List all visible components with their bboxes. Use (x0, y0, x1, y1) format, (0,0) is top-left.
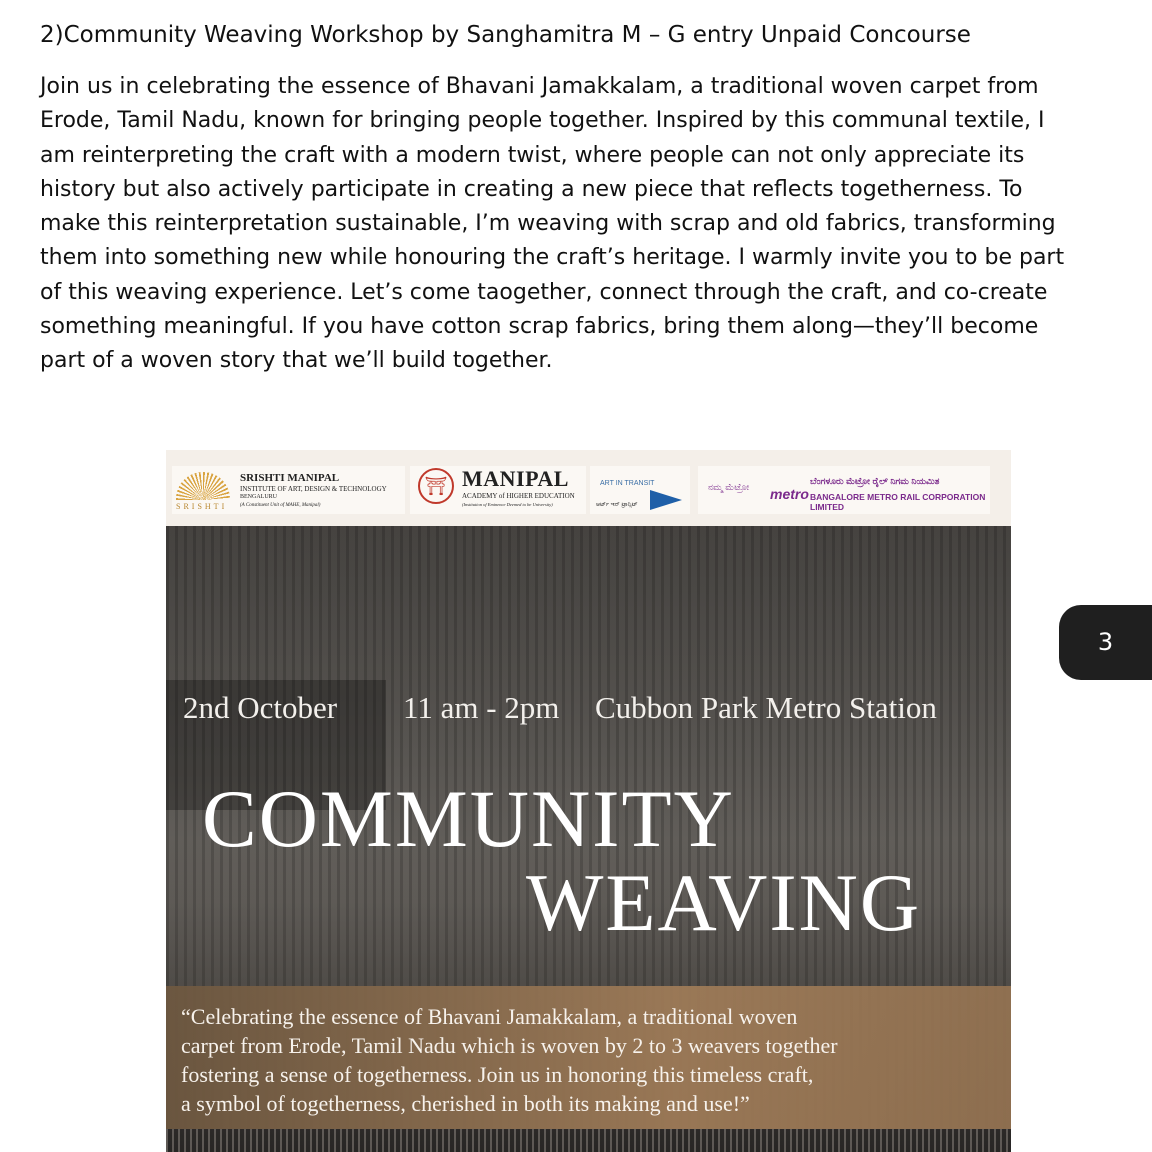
srishti-city: BENGALURU (240, 494, 277, 500)
section-heading: 2)Community Weaving Workshop by Sanghamitra M – G entry Unpaid Concourse (40, 22, 971, 48)
art-in-transit-logo (590, 466, 690, 514)
srishti-wordmark: SRISHTI (176, 502, 228, 511)
description-paragraph: Join us in celebrating the essence of Bhavani Jamakkalam, a traditional woven carpet from Erode, Tamil Nadu, known for bringing people together. Inspired by this communal textile, I am reinterpreting the craft with a modern twist, where people can not only appreciate its history but also actively participate in creating a new piece that reflects togetherness. To make this reinterpretation sustainable, I’m weaving with scrap and old fabrics, transforming them into something new while honouring the craft’s heritage. I warmly invite you to be part of this weaving experience. Let’s come taogether, connect through the craft, and co-create something meaningful. If you have cotton scrap fabrics, bring them along—they’ll become part of a woven story that we’ll build together. (40, 74, 1065, 374)
quote-band (166, 986, 1011, 1129)
bmrcl-name: BANGALORE METRO RAIL CORPORATION LIMITED (810, 492, 986, 512)
loom-photo-background (166, 526, 1011, 1152)
manipal-emblem-icon: ⛩ (418, 468, 454, 504)
arrow-icon (650, 490, 682, 510)
art-in-transit-kannada: ಆರ್ಟ್ ಇನ್ ಟ್ರಾನ್ಸಿಟ್ (596, 502, 638, 508)
manipal-academy: ACADEMY of HIGHER EDUCATION (462, 492, 575, 500)
poster-title-line1: COMMUNITY (202, 773, 735, 864)
metro-wordmark: metro (770, 486, 809, 502)
manipal-logo (410, 466, 586, 514)
namma-metro-kannada: ನಮ್ಮ ಮೆಟ್ರೋ (708, 482, 750, 492)
art-in-transit-label: ART IN TRANSIT (600, 480, 655, 487)
event-poster (166, 450, 1011, 1152)
event-venue: Cubbon Park Metro Station (595, 690, 937, 725)
manipal-note: (Institution of Eminence Deemed to be University) (462, 502, 553, 507)
srishti-institute: INSTITUTE OF ART, DESIGN & TECHNOLOGY (240, 485, 387, 493)
poster-quote: “Celebrating the essence of Bhavani Jamakkalam, a traditional woven carpet from Erode, Tamil Nadu which is woven by 2 to 3 weavers together fostering a sense of togetherness. Join us in honoring this timeless craft, a symbol of togetherness, cherished in both its making and use!” (181, 1004, 838, 1116)
srishti-name: SRISHTI MANIPAL (240, 472, 340, 484)
bmrcl-logo (698, 466, 990, 514)
poster-title-line2: WEAVING (526, 857, 922, 948)
event-date: 2nd October (183, 690, 338, 725)
page-number-badge[interactable]: 3 (1059, 605, 1152, 680)
loom-threads (166, 1129, 1011, 1152)
srishti-note: (A Constituent Unit of MAHE, Manipal) (240, 503, 321, 508)
event-time: 11 am - 2pm (403, 690, 560, 725)
bmrcl-kannada: ಬೆಂಗಳೂರು ಮೆಟ್ರೋ ರೈಲ್ ನಿಗಮ ನಿಯಮಿತ (810, 476, 940, 486)
logo-band (166, 450, 1011, 526)
srishti-logo (172, 466, 405, 514)
sun-icon (176, 472, 230, 500)
manipal-name: MANIPAL (462, 466, 569, 491)
